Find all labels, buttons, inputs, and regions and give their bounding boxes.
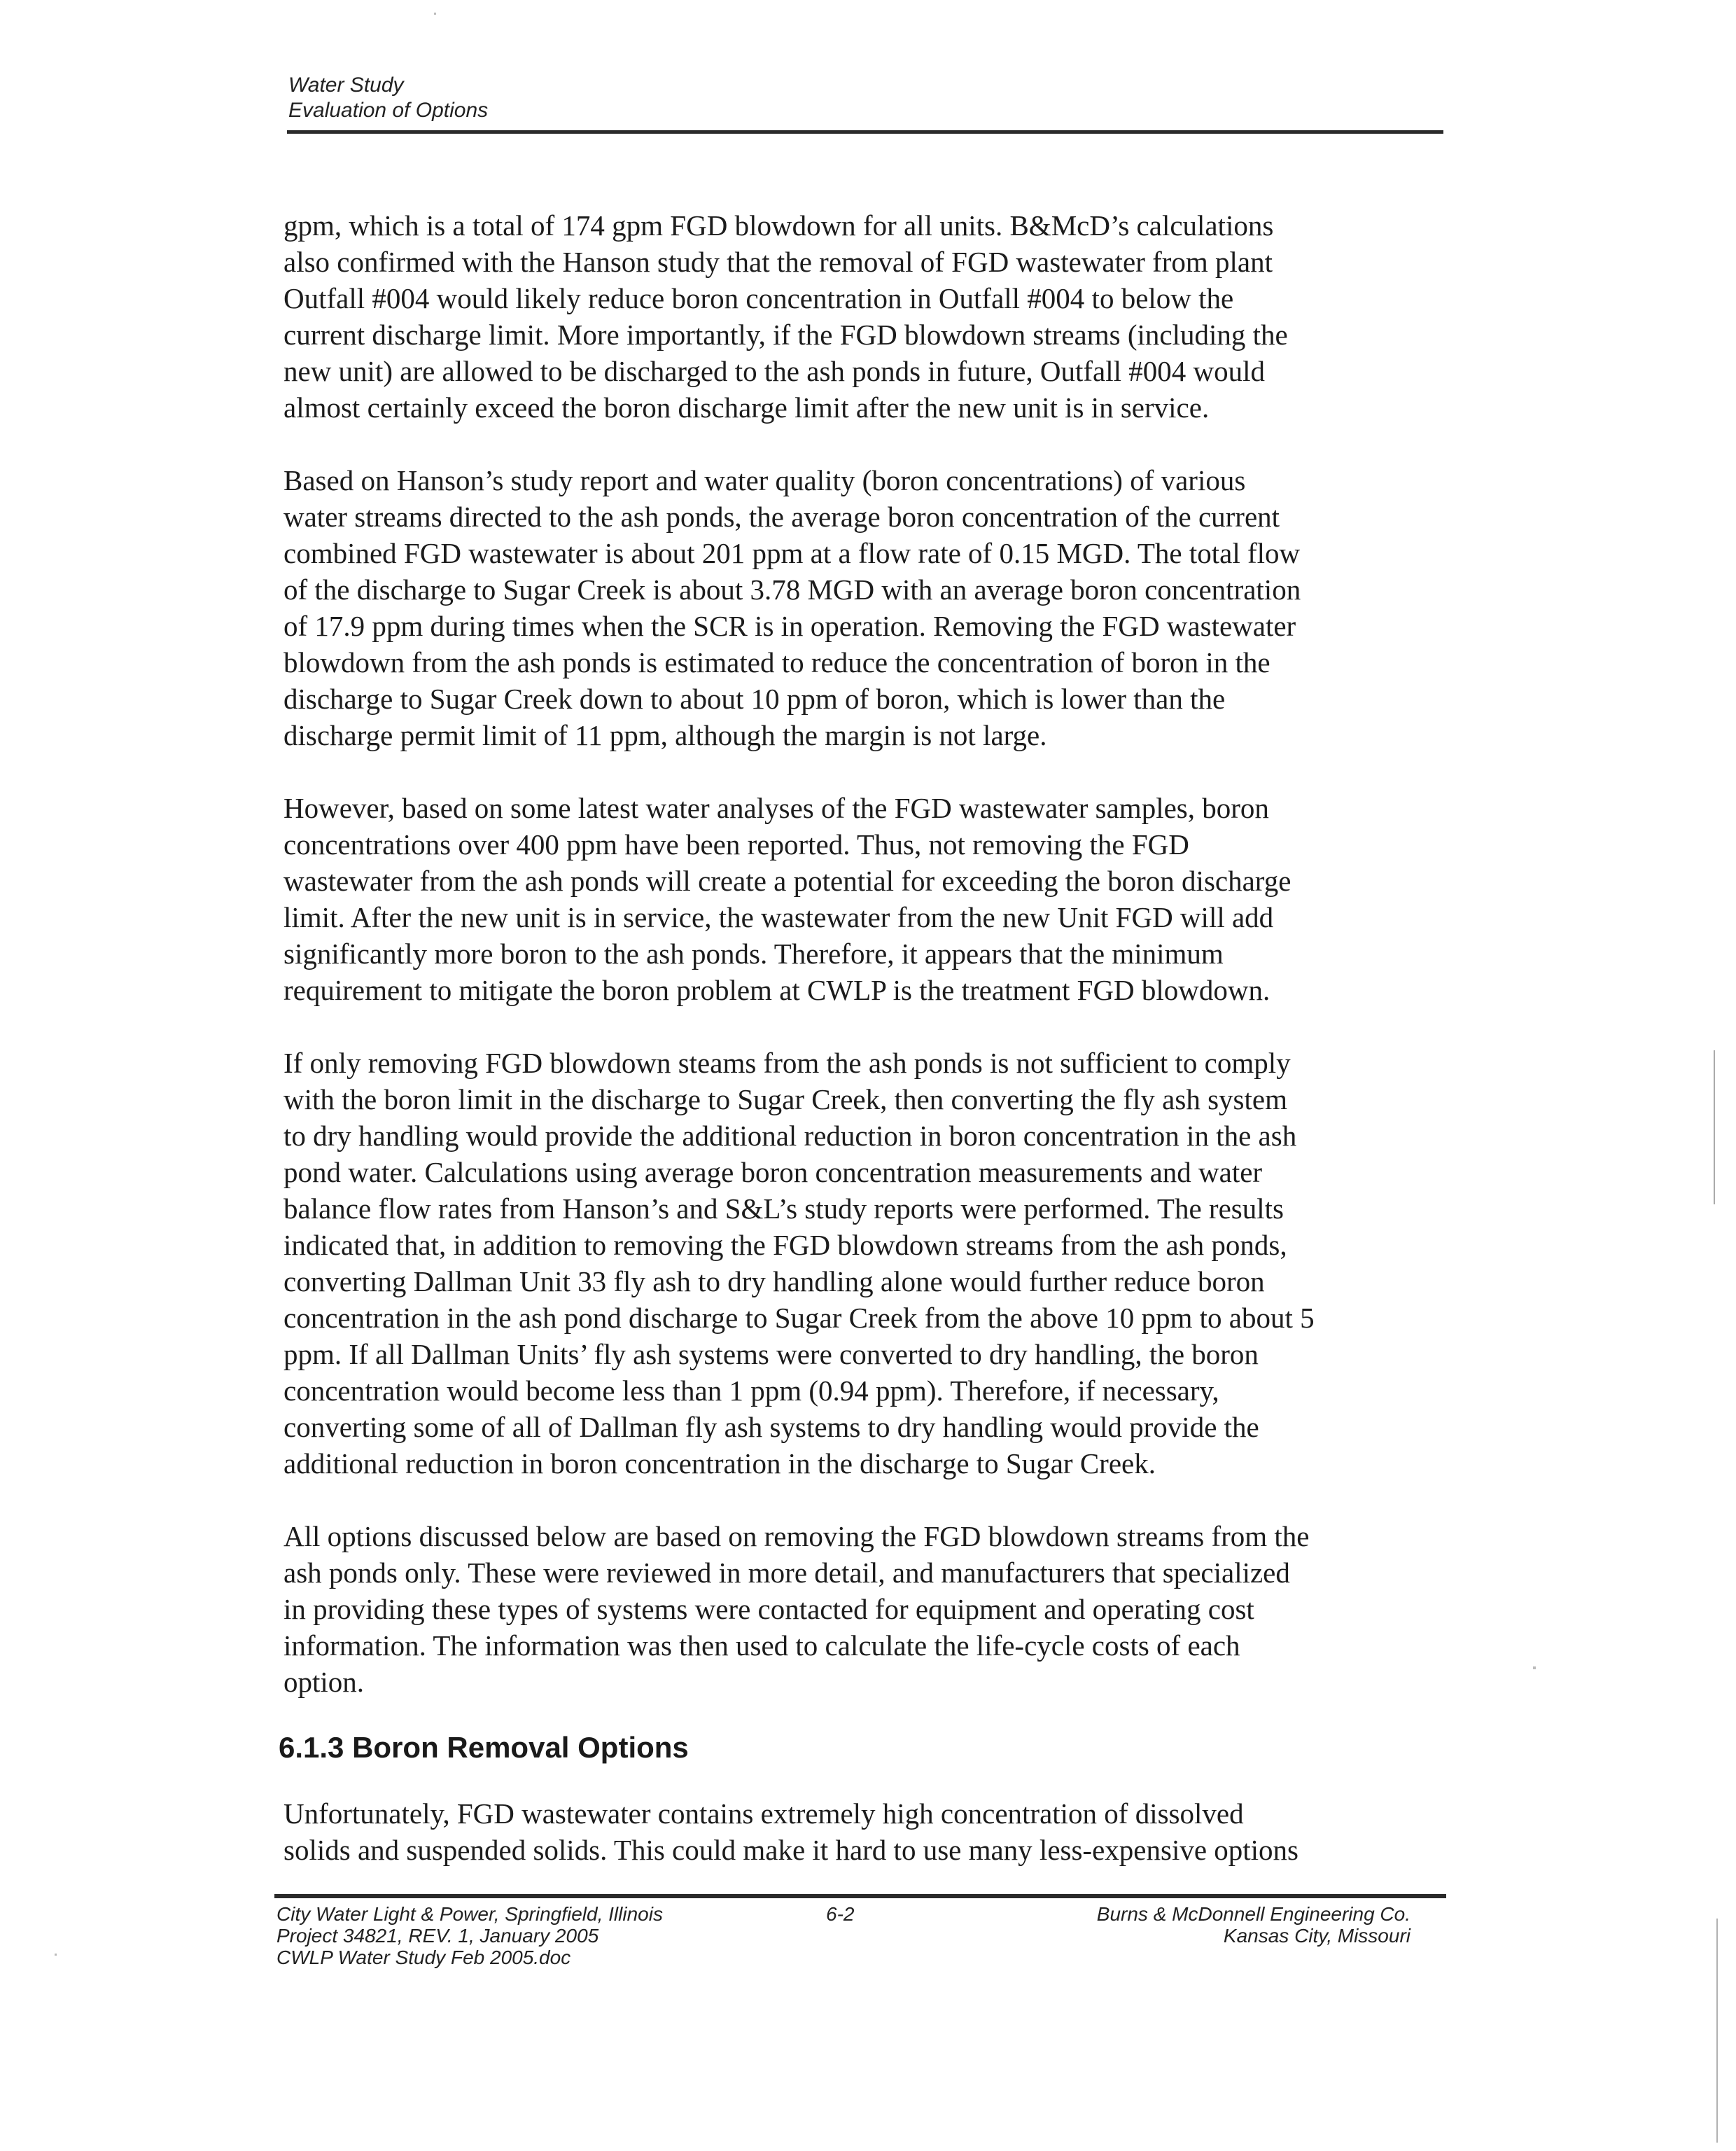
text-line: All options discussed below are based on removing the FGD blowdown streams from the: [284, 1520, 1310, 1552]
text-line: concentration in the ash pond discharge to Sugar Creek from the above 10 ppm to about 5: [284, 1302, 1315, 1334]
text-line: requirement to mitigate the boron problem at CWLP is the treatment FGD blowdown.: [284, 974, 1270, 1006]
text-line: information. The information was then used to calculate the life-cycle costs of each: [284, 1629, 1240, 1662]
text-line: If only removing FGD blowdown steams from the ash ponds is not sufficient to comply: [284, 1047, 1291, 1079]
header-rule: [287, 130, 1443, 134]
footer-left: [276, 1903, 663, 1968]
text-line: concentration would become less than 1 ppm (0.94 ppm). Therefore, if necessary,: [284, 1374, 1219, 1407]
text-line: with the boron limit in the discharge to Sugar Creek, then converting the fly ash system: [284, 1083, 1287, 1115]
text-line: ash ponds only. These were reviewed in more detail, and manufacturers that specialized: [284, 1557, 1290, 1589]
text-line: converting some of all of Dallman fly ash systems to dry handling would provide the: [284, 1411, 1259, 1443]
paragraph-1: [284, 207, 1452, 426]
text-line: However, based on some latest water analyses of the FGD wastewater samples, boron: [284, 792, 1269, 824]
footer-right: [1015, 1903, 1410, 1947]
text-line: discharge to Sugar Creek down to about 10 ppm of boron, which is lower than the: [284, 683, 1226, 715]
text-line: Based on Hanson’s study report and water quality (boron concentrations) of various: [284, 464, 1246, 496]
text-line: new unit) are allowed to be discharged to the ash ponds in future, Outfall #004 would: [284, 355, 1266, 387]
text-line: almost certainly exceed the boron discharge limit after the new unit is in service.: [284, 391, 1210, 424]
text-line: discharge permit limit of 11 ppm, although the margin is not large.: [284, 719, 1047, 751]
text-line: of the discharge to Sugar Creek is about 3.78 MGD with an average boron concentration: [284, 573, 1301, 606]
scan-artifact: [1714, 1050, 1715, 1204]
footer-filename: CWLP Water Study Feb 2005.doc: [276, 1947, 571, 1968]
footer-rule: [274, 1894, 1446, 1898]
section-paragraph: [284, 1795, 1452, 1868]
text-line: concentrations over 400 ppm have been reported. Thus, not removing the FGD: [284, 828, 1189, 861]
text-line: also confirmed with the Hanson study that the removal of FGD wastewater from plant: [284, 246, 1273, 278]
text-line: Outfall #004 would likely reduce boron concentration in Outfall #004 to below the: [284, 282, 1234, 314]
text-line: combined FGD wastewater is about 201 ppm at a flow rate of 0.15 MGD. The total flow: [284, 537, 1301, 569]
text-line: option.: [284, 1666, 365, 1698]
footer-company: Burns & McDonnell Engineering Co.: [1096, 1903, 1410, 1925]
footer-location: Kansas City, Missouri: [1223, 1925, 1410, 1947]
text-line: indicated that, in addition to removing the FGD blowdown streams from the ash ponds,: [284, 1229, 1287, 1261]
text-line: balance flow rates from Hanson’s and S&L’s study reports were performed. The results: [284, 1192, 1284, 1225]
scan-artifact: [434, 13, 436, 15]
footer-page-number: 6-2: [826, 1903, 855, 1925]
text-line: blowdown from the ash ponds is estimated to reduce the concentration of boron in the: [284, 646, 1270, 678]
paragraph-2: [284, 462, 1452, 753]
text-line: water streams directed to the ash ponds, the average boron concentration of the current: [284, 501, 1280, 533]
text-line: additional reduction in boron concentration in the discharge to Sugar Creek.: [284, 1447, 1156, 1480]
text-line: wastewater from the ash ponds will create a potential for exceeding the boron discharge: [284, 865, 1292, 897]
scan-artifact: [55, 1954, 57, 1956]
text-line: ppm. If all Dallman Units’ fly ash systems were converted to dry handling, the boron: [284, 1338, 1259, 1370]
text-line: pond water. Calculations using average boron concentration measurements and water: [284, 1156, 1263, 1188]
text-line: Unfortunately, FGD wastewater contains extremely high concentration of dissolved: [284, 1797, 1244, 1830]
text-line: in providing these types of systems were contacted for equipment and operating cost: [284, 1593, 1254, 1625]
footer-client: City Water Light & Power, Springfield, Illinois: [276, 1903, 663, 1925]
text-line: significantly more boron to the ash ponds. Therefore, it appears that the minimum: [284, 938, 1224, 970]
text-line: limit. After the new unit is in service, the wastewater from the new Unit FGD will add: [284, 901, 1274, 933]
text-line: solids and suspended solids. This could make it hard to use many less-expensive options: [284, 1834, 1299, 1866]
running-header: [288, 73, 488, 123]
section-heading: 6.1.3 Boron Removal Options: [279, 1731, 689, 1764]
text-line: converting Dallman Unit 33 fly ash to dry handling alone would further reduce boron: [284, 1265, 1265, 1297]
paragraph-5: [284, 1518, 1452, 1700]
text-line: to dry handling would provide the additional reduction in boron concentration in the ash: [284, 1120, 1297, 1152]
paragraph-3: [284, 790, 1452, 1008]
header-subtitle: Evaluation of Options: [288, 99, 489, 122]
paragraph-4: [284, 1045, 1452, 1482]
text-line: current discharge limit. More importantly, if the FGD blowdown streams (including the: [284, 319, 1288, 351]
text-line: of 17.9 ppm during times when the SCR is in operation. Removing the FGD wastewater: [284, 610, 1296, 642]
scan-artifact: [1716, 1919, 1718, 2143]
text-line: gpm, which is a total of 174 gpm FGD blowdown for all units. B&McD’s calculations: [284, 209, 1274, 242]
header-title: Water Study: [288, 74, 404, 97]
scan-artifact: [1533, 1666, 1536, 1669]
footer-project: Project 34821, REV. 1, January 2005: [276, 1925, 599, 1947]
